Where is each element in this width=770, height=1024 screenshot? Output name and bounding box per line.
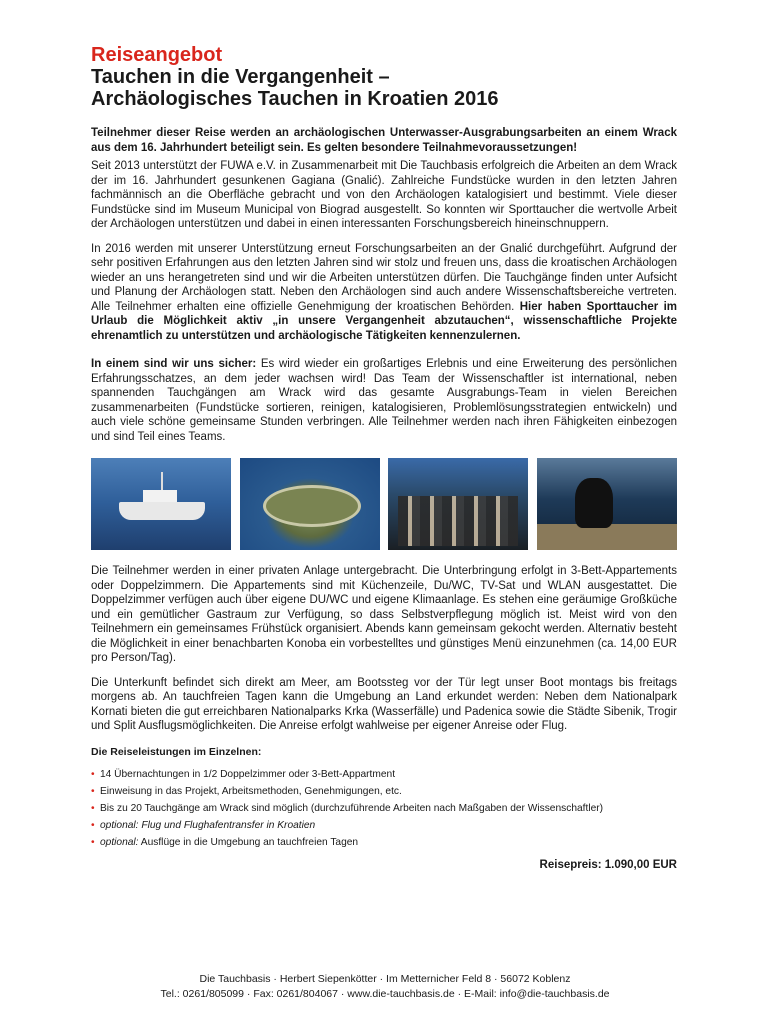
travel-price: Reisepreis: 1.090,00 EUR: [539, 858, 677, 871]
services-list: [91, 768, 677, 849]
list-item: • optional: Ausflüge in die Umgebung an tauchfreien Tagen: [91, 836, 359, 848]
paragraph-team: [91, 357, 677, 444]
document-title-line2: Archäologisches Tauchen in Kroatien 2016: [91, 88, 499, 110]
list-item: • Einweisung in das Projekt, Arbeitsmethoden, Genehmigungen, etc.: [91, 785, 402, 797]
bullet-icon: •: [91, 785, 95, 797]
services-heading: Die Reiseleistungen im Einzelnen:: [91, 745, 262, 758]
paragraph-research-text: In 2016 werden mit unserer Unterstützung erneut Forschungsarbeiten an der Gnalić durchgeführt. Aufgrund der sehr positiven Erfahrungen aus den letzten Jahren sind wir stolz und freuen uns, dass die kroatischen Archäologen wieder an uns herangetreten sind und wir die Arbeiten unterstützen dürfen. Die Tauchgänge finden unter Aufsicht und Planung der Archäologen statt. Neben den Archäologen sind auch andere Wissenschaftsbereiche vertreten. Alle Teilnehmer erhalten eine offizielle Genehmigung der kroatischen Behörden.: [91, 242, 677, 313]
footer-contact: Tel.: 0261/805099 · Fax: 0261/804067 · www.die-tauchbasis.de · E-Mail: info@die-tauchbasis.de: [160, 988, 610, 1000]
footer-address: Die Tauchbasis · Herbert Siepenkötter · Im Metternicher Feld 8 · 56072 Koblenz: [199, 973, 571, 985]
paragraph-team-text: Es wird wieder ein großartiges Erlebnis und eine Erweiterung des persönlichen Erfahrungsschatzes, an dem jeder wachsen wird! Das Team der Wissenschaftler ist international, neben spannenden Tauchgängen am Wrack wird das gesamte Ausgrabungs-Team in vielen Bereichen zusammenarbeiten (Fundstücke sortieren, reinigen, katalogisieren, Problemlösungsstrategien entwickeln) und auch viele schöne gemeinsame Stunden verbringen. Alle Teilnehmer werden nach ihren Fähigkeiten einbezogen und sind Teil eines Teams.: [91, 358, 677, 443]
paragraph-intro: Seit 2013 unterstützt der FUWA e.V. in Zusammenarbeit mit Die Tauchbasis erfolgreich die Arbeiten an dem Wrack der im 16. Jahrhundert gesunkenen Gagiana (Gnalić). Zahlreiche Fundstücke wurden in den letzten Jahren fachmännisch an die Oberfläche gebracht und von den Archäologen katalogisiert und bestimmt. Viele dieser Fundstücke sind im Museum Municipal von Biograd ausgestellt. So konnten wir Sporttaucher die wertvolle Arbeit der Archäologen unterstützen und dabei in einen interessanten Forschungsbereich hineinschnuppern.: [91, 160, 677, 230]
bullet-icon: •: [91, 768, 95, 780]
photo-diver-group: [388, 458, 528, 550]
paragraph-location: Die Unterkunft befindet sich direkt am Meer, am Bootssteg vor der Tür legt unser Boot montags bis freitags morgens ab. An tauchfreien Tagen kann die Umgebung an Land erkundet werden: Neben dem Nationalpark Kornati bieten die gut erreichbaren Nationalparks Krka (Wasserfälle) und Padenica sowie die Städte Sibenik, Trogir und Split Ausflugsmöglichkeiten. Die Anreise erfolgt wahlweise per eigener Anreise oder Flug.: [91, 676, 677, 732]
bullet-icon: •: [91, 836, 95, 848]
document-title-line1: Tauchen in die Vergangenheit –: [91, 66, 390, 88]
photo-dive-boat: [91, 458, 231, 550]
lead-paragraph: Teilnehmer dieser Reise werden an archäologischen Unterwasser-Ausgrabungsarbeiten an einem Wrack aus dem 16. Jahrhundert beteiligt sein. Es gelten besondere Teilnahmevoraussetzungen!: [91, 127, 677, 154]
paragraph-research-highlight: Hier haben Sporttaucher im Urlaub die Möglichkeit aktiv „in unsere Vergangenheit abzutauchen“, wissenschaftliche Projekte ehrenamtlich zu unterstützen und archäologische Tätigkeiten kennenzulernen.: [91, 300, 677, 342]
paragraph-team-highlight: In einem sind wir uns sicher:: [91, 358, 257, 370]
list-item: • 14 Übernachtungen in 1/2 Doppelzimmer oder 3-Bett-Appartment: [91, 768, 396, 780]
document-page: [91, 44, 677, 877]
photo-island: [240, 458, 380, 550]
bullet-icon: •: [91, 819, 95, 831]
photo-underwater-diver: [537, 458, 677, 550]
bullet-icon: •: [91, 802, 95, 814]
list-item: • optional: Flug und Flughafentransfer in Kroatien: [91, 819, 316, 831]
paragraph-research: [91, 242, 677, 344]
photo-strip: [91, 458, 677, 550]
paragraph-accommodation: Die Teilnehmer werden in einer privaten Anlage untergebracht. Die Unterbringung erfolgt in 3-Bett-Appartements oder Doppelzimmern. Die Appartements sind mit Küchenzeile, Du/WC, TV-Sat und WLAN ausgestattet. Die Doppelzimmer verfügen auch über eigene DU/WC und eigene Klimaanlage. Es stehen eine geräumige Großküche und ein gemütlicher Gastraum zur Verfügung, so dass Selbstverpflegung möglich ist. Meist wird von den Teilnehmern ein gemeinsames Frühstück organisiert. Abends kann gemeinsam gekocht werden. Alternativ besteht die Möglichkeit in einer benachbarten Konoba ein vorbestelltes und günstiges Menü einzunehmen (ca. 14,00 EUR pro Person/Tag).: [91, 565, 677, 664]
list-item: • Bis zu 20 Tauchgänge am Wrack sind möglich (durchzuführende Arbeiten nach Maßgaben der Wissenschaftler): [91, 802, 604, 814]
document-kicker: Reiseangebot: [91, 44, 223, 66]
